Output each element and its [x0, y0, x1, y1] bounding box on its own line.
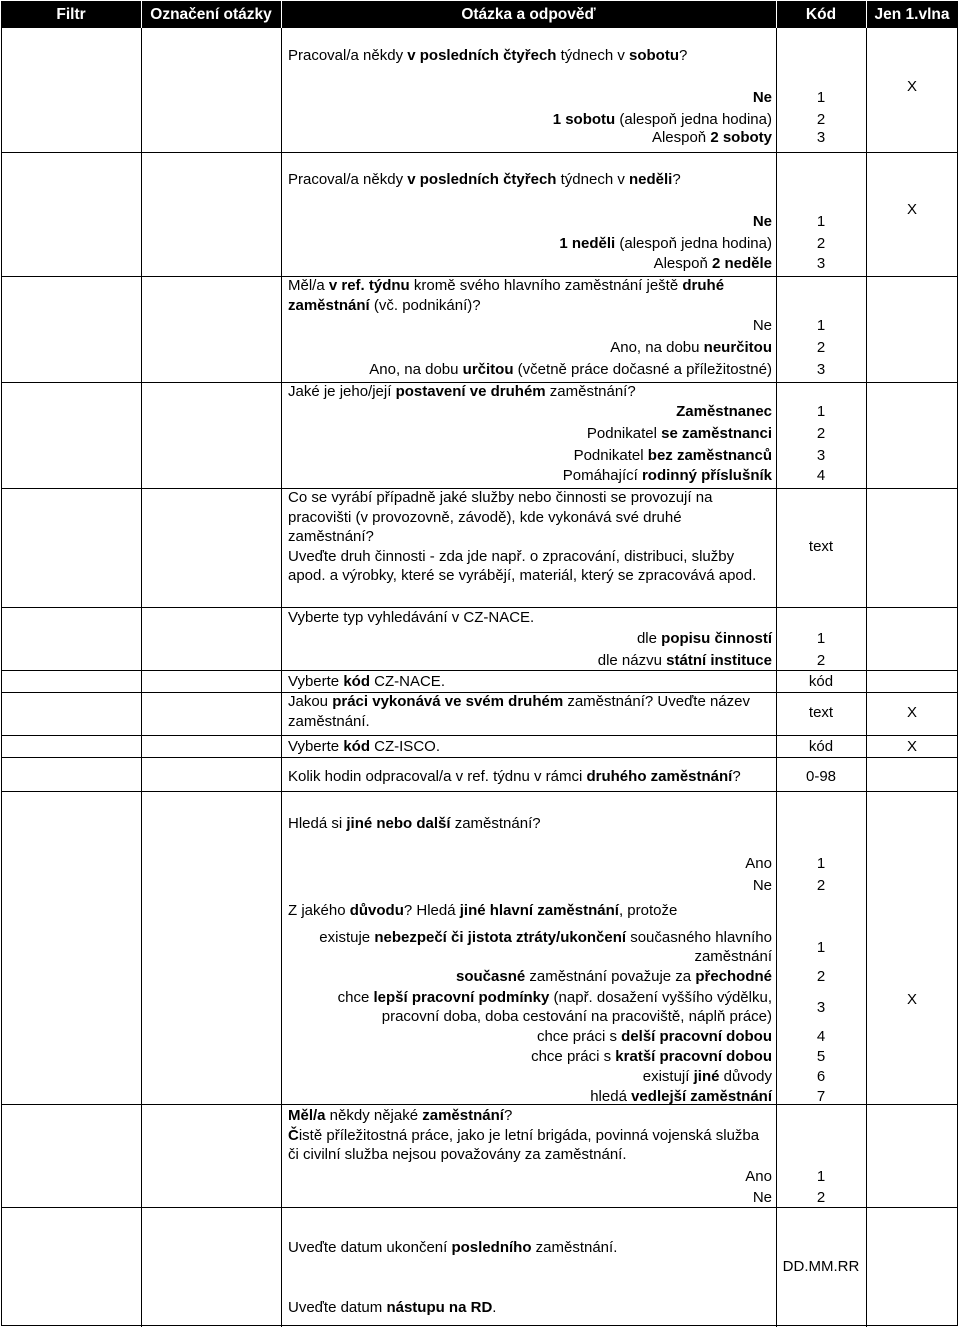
- wave-flag-8: X: [906, 738, 917, 755]
- answer-code-3-2: 3: [816, 447, 826, 464]
- header-kod: Kód: [805, 6, 837, 23]
- answer-option-2-1: Ano, na dobu neurčitou: [610, 339, 772, 356]
- answer-code-4: text: [808, 538, 834, 555]
- question-text-7: Jakou práci vykonává ve svém druhém zaměstnání? Uveďte název zaměstnání.: [288, 693, 750, 730]
- question-text-0: Pracoval/a někdy v posledních čtyřech týdnech v sobotu?: [288, 47, 688, 64]
- answer-option-11-6: hledá vedlejší zaměstnání: [590, 1088, 772, 1105]
- answer-code-10-0: 1: [816, 855, 826, 872]
- answer-option-10-0: Ano: [745, 855, 772, 872]
- answer-option-0-1: 1 sobotu (alespoň jedna hodina): [552, 111, 772, 128]
- question-text-9: Kolik hodin odpracoval/a v ref. týdnu v rámci druhého zaměstnání?: [288, 768, 741, 785]
- header-oznaceni: Označení otázky: [150, 6, 272, 23]
- answer-code-8: kód: [808, 738, 834, 755]
- answer-option-11-4: chce práci s kratší pracovní dobou: [531, 1048, 772, 1065]
- answer-option-1-0: Ne: [752, 213, 772, 230]
- answer-option-3-2: Podnikatel bez zaměstnanců: [573, 447, 772, 464]
- answer-code-5-1: 2: [816, 652, 826, 669]
- question-text-1: Pracoval/a někdy v posledních čtyřech týdnech v neděli?: [288, 171, 681, 188]
- answer-code-2-2: 3: [816, 361, 826, 378]
- answer-option-1-2: Alespoň 2 neděle: [653, 255, 772, 272]
- answer-option-12-1: Ne: [752, 1189, 772, 1206]
- answer-code-11-6: 7: [816, 1088, 826, 1105]
- answer-option-3-0: Zaměstnanec: [676, 403, 772, 420]
- answer-code-7: text: [808, 704, 834, 721]
- question-text-12: Měl/a někdy nějaké zaměstnání? Čistě příležitostná práce, jako je letní brigáda, povinná vojenská služba či civilní služba nejsou považovány za zaměstnání.: [288, 1107, 760, 1163]
- answer-code-3-3: 4: [816, 467, 826, 484]
- answer-code-2-1: 2: [816, 339, 826, 356]
- question-text-2: Měl/a v ref. týdnu kromě svého hlavního zaměstnání ještě druhé zaměstnání (vč. podnikání)?: [288, 277, 725, 314]
- question-text-10: Hledá si jiné nebo další zaměstnání?: [288, 815, 541, 832]
- answer-option-1-1: 1 neděli (alespoň jedna hodina): [559, 235, 772, 252]
- answer-code-10-1: 2: [816, 877, 826, 894]
- answer-option-11-5: existují jiné důvody: [642, 1068, 772, 1085]
- answer-code-11-1: 2: [816, 968, 826, 985]
- answer-option-11-1: současné zaměstnání považuje za přechodné: [456, 968, 772, 985]
- answer-code-5-0: 1: [816, 630, 826, 647]
- answer-code-1-2: 3: [816, 255, 826, 272]
- answer-code-1-1: 2: [816, 235, 826, 252]
- answer-code-11-4: 5: [816, 1048, 826, 1065]
- answer-option-10-1: Ne: [752, 877, 772, 894]
- answer-code-1-0: 1: [816, 213, 826, 230]
- wave-flag-7: X: [906, 704, 917, 721]
- answer-option-11-0: existuje nebezpečí či jistota ztráty/ukončení současného hlavního zaměstnání: [319, 929, 772, 965]
- header-otazka: Otázka a odpověď: [461, 6, 596, 23]
- answer-code-12-1: 2: [816, 1189, 826, 1206]
- question-text-8: Vyberte kód CZ-ISCO.: [288, 738, 440, 755]
- answer-code-11-5: 6: [816, 1068, 826, 1085]
- answer-option-2-2: Ano, na dobu určitou (včetně práce dočasné a příležitostné): [369, 361, 772, 378]
- answer-option-11-2: chce lepší pracovní podmínky (např. dosažení vyššího výdělku, pracovní doba, doba cestování na pracoviště, náplň práce): [337, 989, 772, 1025]
- answer-code-2-0: 1: [816, 317, 826, 334]
- answer-option-11-3: chce práci s delší pracovní dobou: [536, 1028, 772, 1045]
- wave-flag-0: X: [906, 78, 917, 95]
- answer-code-0-0: 1: [816, 89, 826, 106]
- question-text-13-b: Uveďte datum nástupu na RD.: [288, 1299, 497, 1316]
- answer-code-0-2: 3: [816, 129, 826, 146]
- answer-code-11-2: 3: [816, 999, 826, 1016]
- answer-option-3-3: Pomáhající rodinný příslušník: [562, 467, 772, 484]
- answer-code-12-0: 1: [816, 1168, 826, 1185]
- question-text-3: Jaké je jeho/její postavení ve druhém zaměstnání?: [288, 383, 636, 400]
- answer-option-5-0: dle popisu činností: [636, 630, 772, 647]
- answer-code-6: kód: [808, 673, 834, 690]
- header-vlna: Jen 1.vlna: [874, 6, 950, 23]
- answer-option-12-0: Ano: [745, 1168, 772, 1185]
- answer-option-5-1: dle názvu státní instituce: [597, 652, 772, 669]
- question-text-5: Vyberte typ vyhledávání v CZ-NACE.: [288, 609, 535, 626]
- answer-code-13: DD.MM.RR: [782, 1258, 860, 1275]
- answer-code-3-0: 1: [816, 403, 826, 420]
- answer-code-0-1: 2: [816, 111, 826, 128]
- answer-code-3-1: 2: [816, 425, 826, 442]
- answer-option-2-0: Ne: [752, 317, 772, 334]
- answer-code-11-3: 4: [816, 1028, 826, 1045]
- question-text-4: Co se vyrábí případně jaké služby nebo činnosti se provozují na pracovišti (v provozovně, závodě), kde vykonává své druhé zaměstnání? Uveďte druh činnosti - zda jde např. o zpracování, distribuci, služby apod. a výrobky, které se vyrábějí, materiál, který se zpracovává apod.: [288, 489, 757, 584]
- answer-option-0-2: Alespoň 2 soboty: [651, 129, 772, 146]
- answer-code-9: 0-98: [805, 768, 837, 785]
- wave-flag-11: X: [906, 991, 917, 1008]
- question-text-13: Uveďte datum ukončení posledního zaměstnání.: [288, 1239, 618, 1256]
- question-text-6: Vyberte kód CZ-NACE.: [288, 673, 445, 690]
- answer-option-0-0: Ne: [752, 89, 772, 106]
- answer-code-11-0: 1: [816, 939, 826, 956]
- header-filtr: Filtr: [56, 6, 86, 23]
- answer-option-3-1: Podnikatel se zaměstnanci: [586, 425, 772, 442]
- question-text-11: Z jakého důvodu? Hledá jiné hlavní zaměstnání, protože: [288, 902, 678, 919]
- wave-flag-1: X: [906, 201, 917, 218]
